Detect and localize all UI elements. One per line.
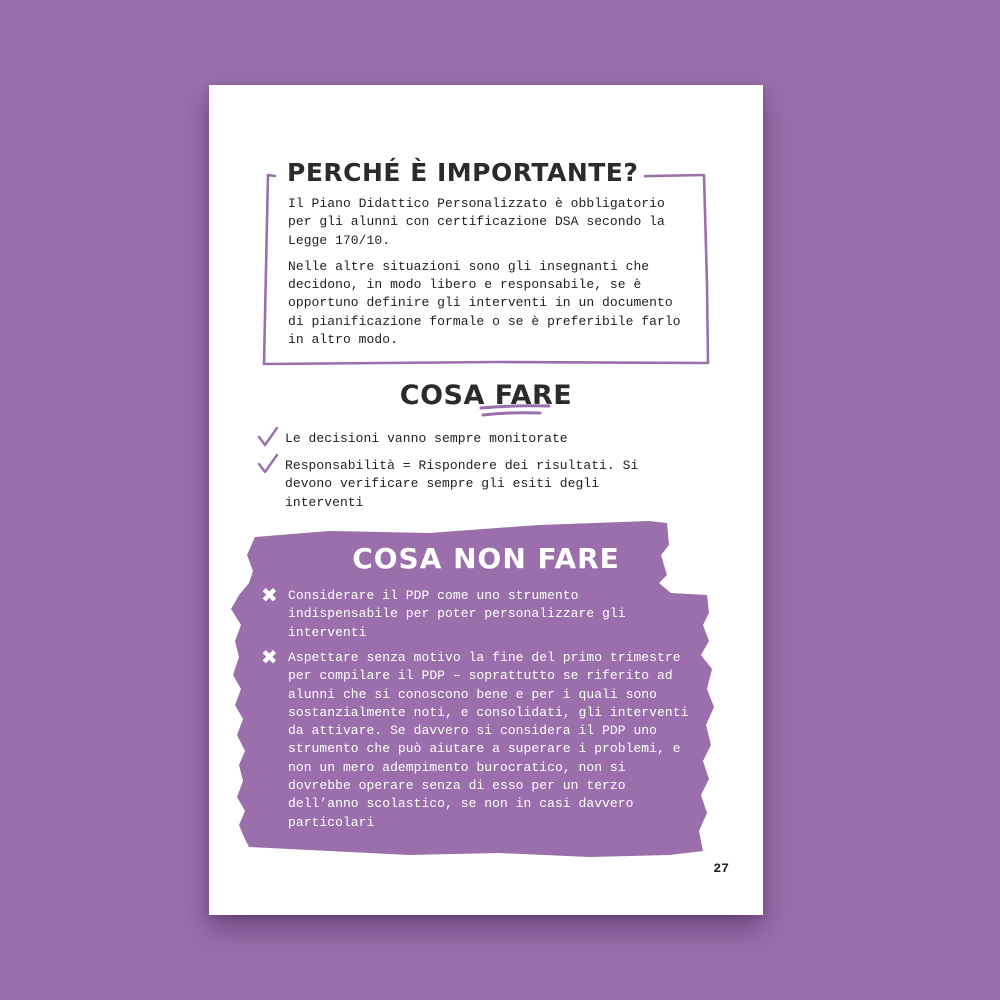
cross-icon: ✖ <box>261 645 278 669</box>
cosa-fare-item-1: Le decisioni vanno sempre monitorate <box>285 431 568 446</box>
cosa-non-fare-title: COSA NON FARE <box>352 542 620 575</box>
cosa-non-fare-item-1: Considerare il PDP come uno strumento indispensabile per poter personalizzare gli interventi <box>288 588 626 640</box>
page-number: 27 <box>713 861 729 876</box>
book-page <box>209 85 763 915</box>
importance-box-title: PERCHÉ È IMPORTANTE? <box>281 157 644 189</box>
cosa-fare-title-first: COSA <box>399 380 485 411</box>
cosa-fare-title-second: FARE <box>494 380 573 411</box>
importance-paragraph-2: Nelle altre situazioni sono gli insegnanti che decidono, in modo libero e responsabile, se è opportuno definire gli interventi in un documento di pianificazione formale o se è preferibile farlo in altro modo. <box>288 258 681 348</box>
cosa-non-fare-item-2: Aspettare senza motivo la fine del primo trimestre per compilare il PDP – soprattutto se riferito ad alunni che si conoscono bene e per i quali sono sostanzialmente noti, e consolidati, gli interventi da attivare. Se davvero si considera il PDP uno strumento che può aiutare a superare i problemi, e non un mero adempimento burocratico, non si dovrebbe operare senza di esso per un terzo dell’anno scolastico, se non in casi davvero particolari <box>288 650 689 830</box>
cosa-fare-item-2: Responsabilità = Rispondere dei risultati. Si devono verificare sempre gli esiti degli interventi <box>285 458 639 510</box>
importance-paragraph-1: Il Piano Didattico Personalizzato è obbligatorio per gli alunni con certificazione DSA secondo la Legge 170/10. <box>288 196 665 248</box>
cross-icon: ✖ <box>261 583 278 607</box>
